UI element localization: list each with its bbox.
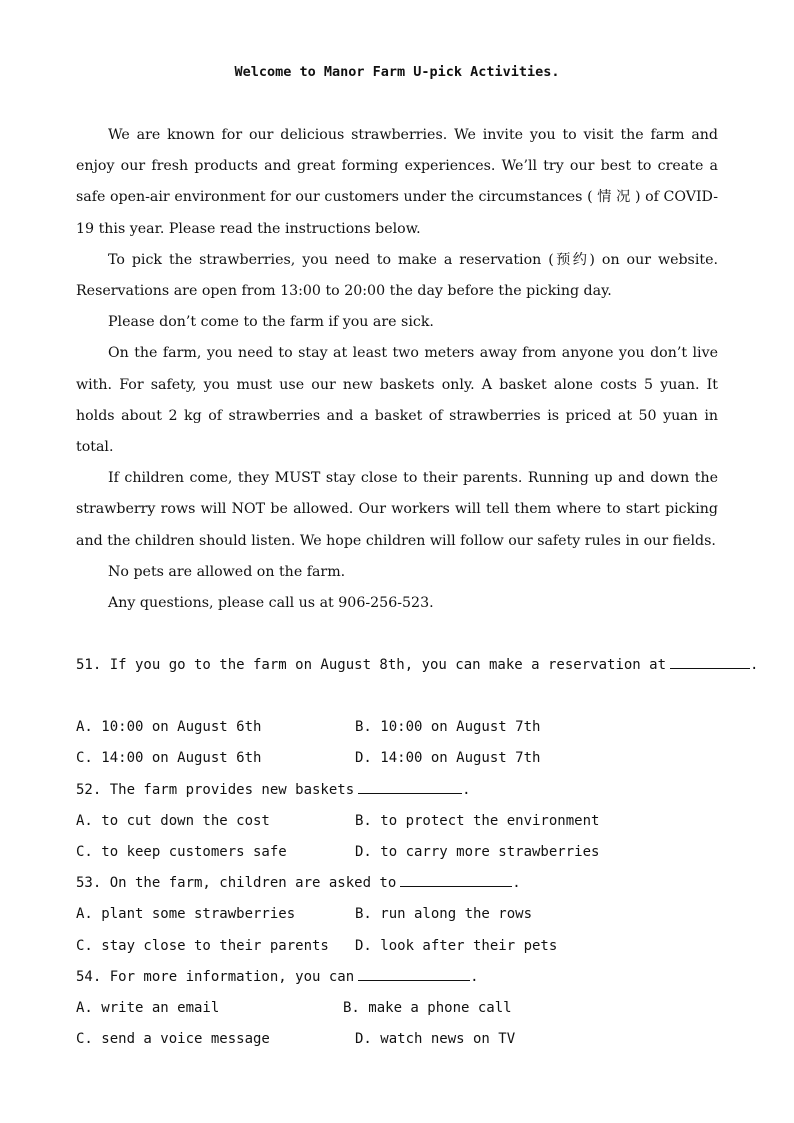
- option-d: D. to carry more strawberries: [355, 843, 600, 860]
- option-d: D. look after their pets: [355, 937, 558, 954]
- option-b: B. run along the rows: [355, 906, 533, 923]
- option-b: B. to protect the environment: [355, 812, 600, 829]
- answer-blank: [400, 872, 512, 887]
- option-a: A. plant some strawberries: [76, 906, 296, 923]
- option-c: C. to keep customers safe: [76, 843, 287, 860]
- question-51: [76, 650, 759, 681]
- question-end: .: [462, 781, 471, 798]
- answer-blank: [358, 779, 462, 794]
- passage-paragraph: Any questions, please call us at 906-256-523.: [108, 595, 434, 612]
- passage-paragraph: We are known for our delicious strawberries. We invite you to visit the farm and enjoy our fresh products and great forming experiences. We’ll try our best to create a safe open-air environment for our customers under the circumstances ( 情 况 ) of COVID-19 this year. Please read the instructions below.: [76, 127, 718, 237]
- question-list: [76, 650, 759, 1055]
- option-row: [76, 1024, 726, 1055]
- answer-blank: [358, 966, 470, 981]
- page-title: Welcome to Manor Farm U-pick Activities.: [234, 64, 560, 80]
- question-stem: 54. For more information, you can: [76, 968, 355, 985]
- question-stem: 52. The farm provides new baskets: [76, 781, 355, 798]
- option-a: A. 10:00 on August 6th: [76, 719, 262, 736]
- option-a: A. write an email: [76, 999, 220, 1016]
- option-row: [76, 837, 726, 868]
- question-53: [76, 868, 726, 899]
- passage-paragraph: To pick the strawberries, you need to make a reservation (预约) on our website. Reservations are open from 13:00 to 20:00 the day before the picking day.: [76, 251, 718, 300]
- question-end: .: [750, 657, 759, 673]
- option-row: [76, 931, 726, 962]
- option-c: C. send a voice message: [76, 1031, 270, 1048]
- option-c: C. stay close to their parents: [76, 937, 329, 954]
- option-row: [76, 806, 726, 837]
- passage-paragraph: Please don’t come to the farm if you are sick.: [108, 314, 434, 331]
- question-end: .: [470, 968, 479, 985]
- question-end: .: [512, 875, 521, 892]
- option-a: A. to cut down the cost: [76, 812, 270, 829]
- option-d: D. watch news on TV: [355, 1031, 516, 1048]
- passage-paragraph: On the farm, you need to stay at least two meters away from anyone you don’t live with. For safety, you must use our new baskets only. A basket alone costs 5 yuan. It holds about 2 kg of strawberries and a basket of strawberries is priced at 50 yuan in total.: [76, 345, 718, 456]
- answer-blank: [670, 654, 750, 669]
- option-d: D. 14:00 on August 7th: [355, 750, 541, 767]
- option-row: [76, 712, 726, 743]
- option-row: [76, 899, 726, 930]
- option-b: B. 10:00 on August 7th: [355, 719, 541, 736]
- option-row: [76, 743, 726, 774]
- option-b: B. make a phone call: [343, 999, 512, 1016]
- question-54: [76, 962, 726, 993]
- passage-paragraph: If children come, they MUST stay close to their parents. Running up and down the strawberry rows will NOT be allowed. Our workers will tell them where to start picking and the children should listen. We hope children will follow our safety rules in our fields.: [76, 470, 718, 549]
- question-stem: 51. If you go to the farm on August 8th, you can make a reservation at: [76, 657, 667, 673]
- spacer: [76, 681, 726, 712]
- option-c: C. 14:00 on August 6th: [76, 750, 262, 767]
- option-row: [76, 993, 726, 1024]
- reading-passage: [76, 120, 718, 619]
- question-stem: 53. On the farm, children are asked to: [76, 875, 397, 892]
- passage-paragraph: No pets are allowed on the farm.: [108, 563, 346, 580]
- question-52: [76, 775, 726, 806]
